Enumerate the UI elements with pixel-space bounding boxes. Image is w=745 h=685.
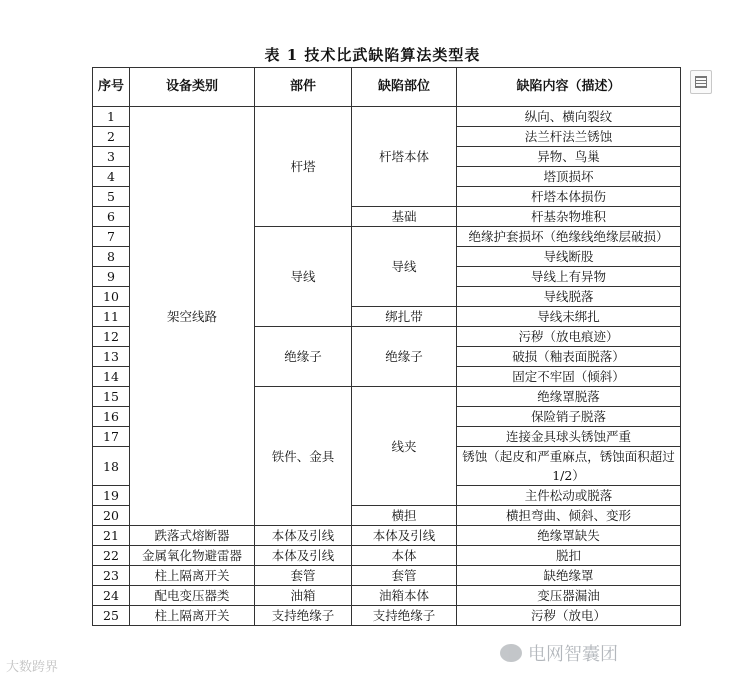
defect-description: 脱扣 xyxy=(457,546,681,566)
row-index: 15 xyxy=(93,387,130,407)
defect-position: 基础 xyxy=(352,207,457,227)
header-component: 部件 xyxy=(255,68,352,107)
component: 杆塔 xyxy=(255,107,352,227)
defect-description: 塔顶损坏 xyxy=(457,167,681,187)
defect-description: 缺绝缘罩 xyxy=(457,566,681,586)
table-row xyxy=(93,606,681,626)
defect-position: 绑扎带 xyxy=(352,307,457,327)
component: 绝缘子 xyxy=(255,327,352,387)
defect-type-table xyxy=(92,67,681,626)
table-row xyxy=(93,107,681,127)
row-index: 11 xyxy=(93,307,130,327)
defect-description: 锈蚀（起皮和严重麻点，锈蚀面积超过 1/2） xyxy=(457,447,681,486)
defect-description: 横担弯曲、倾斜、变形 xyxy=(457,506,681,526)
defect-description: 导线未绑扎 xyxy=(457,307,681,327)
component: 本体及引线 xyxy=(255,546,352,566)
header-device-category: 设备类别 xyxy=(130,68,255,107)
row-index: 19 xyxy=(93,486,130,506)
watermark-left xyxy=(6,656,58,675)
defect-description: 法兰杆法兰锈蚀 xyxy=(457,127,681,147)
defect-description: 变压器漏油 xyxy=(457,586,681,606)
device-category: 跌落式熔断器 xyxy=(130,526,255,546)
row-index: 24 xyxy=(93,586,130,606)
defect-description: 污秽（放电痕迹） xyxy=(457,327,681,347)
table-title: 表 1 技术比武缺陷算法类型表 xyxy=(264,46,481,64)
header-defect-position: 缺陷部位 xyxy=(352,68,457,107)
header-index: 序号 xyxy=(93,68,130,107)
defect-position: 绝缘子 xyxy=(352,327,457,387)
defect-description: 破损（釉表面脱落） xyxy=(457,347,681,367)
row-index: 1 xyxy=(93,107,130,127)
defect-description: 杆塔本体损伤 xyxy=(457,187,681,207)
defect-description: 纵向、横向裂纹 xyxy=(457,107,681,127)
table-tool-icon[interactable] xyxy=(690,70,712,94)
row-index: 5 xyxy=(93,187,130,207)
defect-description: 绝缘护套损坏（绝缘线绝缘层破损） xyxy=(457,227,681,247)
row-index: 2 xyxy=(93,127,130,147)
defect-description: 导线断股 xyxy=(457,247,681,267)
table-row xyxy=(93,586,681,606)
defect-position: 本体及引线 xyxy=(352,526,457,546)
defect-description: 污秽（放电） xyxy=(457,606,681,626)
watermark-right-text: 电网智囊团 xyxy=(528,644,618,665)
defect-description: 连接金具球头锈蚀严重 xyxy=(457,427,681,447)
row-index: 8 xyxy=(93,247,130,267)
defect-position: 导线 xyxy=(352,227,457,307)
header-defect-description: 缺陷内容（描述） xyxy=(457,68,681,107)
table-row xyxy=(93,526,681,546)
defect-description: 绝缘罩脱落 xyxy=(457,387,681,407)
row-index: 21 xyxy=(93,526,130,546)
row-index: 10 xyxy=(93,287,130,307)
row-index: 18 xyxy=(93,447,130,486)
row-index: 7 xyxy=(93,227,130,247)
defect-position: 本体 xyxy=(352,546,457,566)
defect-position: 线夹 xyxy=(352,387,457,506)
device-category: 柱上隔离开关 xyxy=(130,566,255,586)
defect-description: 固定不牢固（倾斜） xyxy=(457,367,681,387)
row-index: 9 xyxy=(93,267,130,287)
defect-position: 横担 xyxy=(352,506,457,526)
defect-description: 异物、鸟巢 xyxy=(457,147,681,167)
device-category: 柱上隔离开关 xyxy=(130,606,255,626)
component: 油箱 xyxy=(255,586,352,606)
defect-description: 保险销子脱落 xyxy=(457,407,681,427)
watermark-left-text: 大数跨界 xyxy=(6,660,59,675)
row-index: 14 xyxy=(93,367,130,387)
component: 导线 xyxy=(255,227,352,327)
device-category: 金属氧化物避雷器 xyxy=(130,546,255,566)
table-row xyxy=(93,546,681,566)
device-category: 配电变压器类 xyxy=(130,586,255,606)
defect-description: 导线脱落 xyxy=(457,287,681,307)
header-row xyxy=(93,68,681,107)
defect-description: 导线上有异物 xyxy=(457,267,681,287)
component: 套管 xyxy=(255,566,352,586)
defect-description: 绝缘罩缺失 xyxy=(457,526,681,546)
defect-position: 支持绝缘子 xyxy=(352,606,457,626)
row-index: 3 xyxy=(93,147,130,167)
component: 支持绝缘子 xyxy=(255,606,352,626)
defect-description: 杆基杂物堆积 xyxy=(457,207,681,227)
defect-description: 主件松动或脱落 xyxy=(457,486,681,506)
row-index: 22 xyxy=(93,546,130,566)
row-index: 20 xyxy=(93,506,130,526)
component: 铁件、金具 xyxy=(255,387,352,526)
row-index: 12 xyxy=(93,327,130,347)
watermark-right xyxy=(500,640,618,666)
row-index: 25 xyxy=(93,606,130,626)
wechat-logo-icon xyxy=(500,644,522,662)
row-index: 17 xyxy=(93,427,130,447)
defect-position: 油箱本体 xyxy=(352,586,457,606)
row-index: 4 xyxy=(93,167,130,187)
table-row xyxy=(93,566,681,586)
defect-position: 杆塔本体 xyxy=(352,107,457,207)
device-category: 架空线路 xyxy=(130,107,255,526)
row-index: 6 xyxy=(93,207,130,227)
component: 本体及引线 xyxy=(255,526,352,546)
row-index: 23 xyxy=(93,566,130,586)
row-index: 13 xyxy=(93,347,130,367)
row-index: 16 xyxy=(93,407,130,427)
defect-position: 套管 xyxy=(352,566,457,586)
